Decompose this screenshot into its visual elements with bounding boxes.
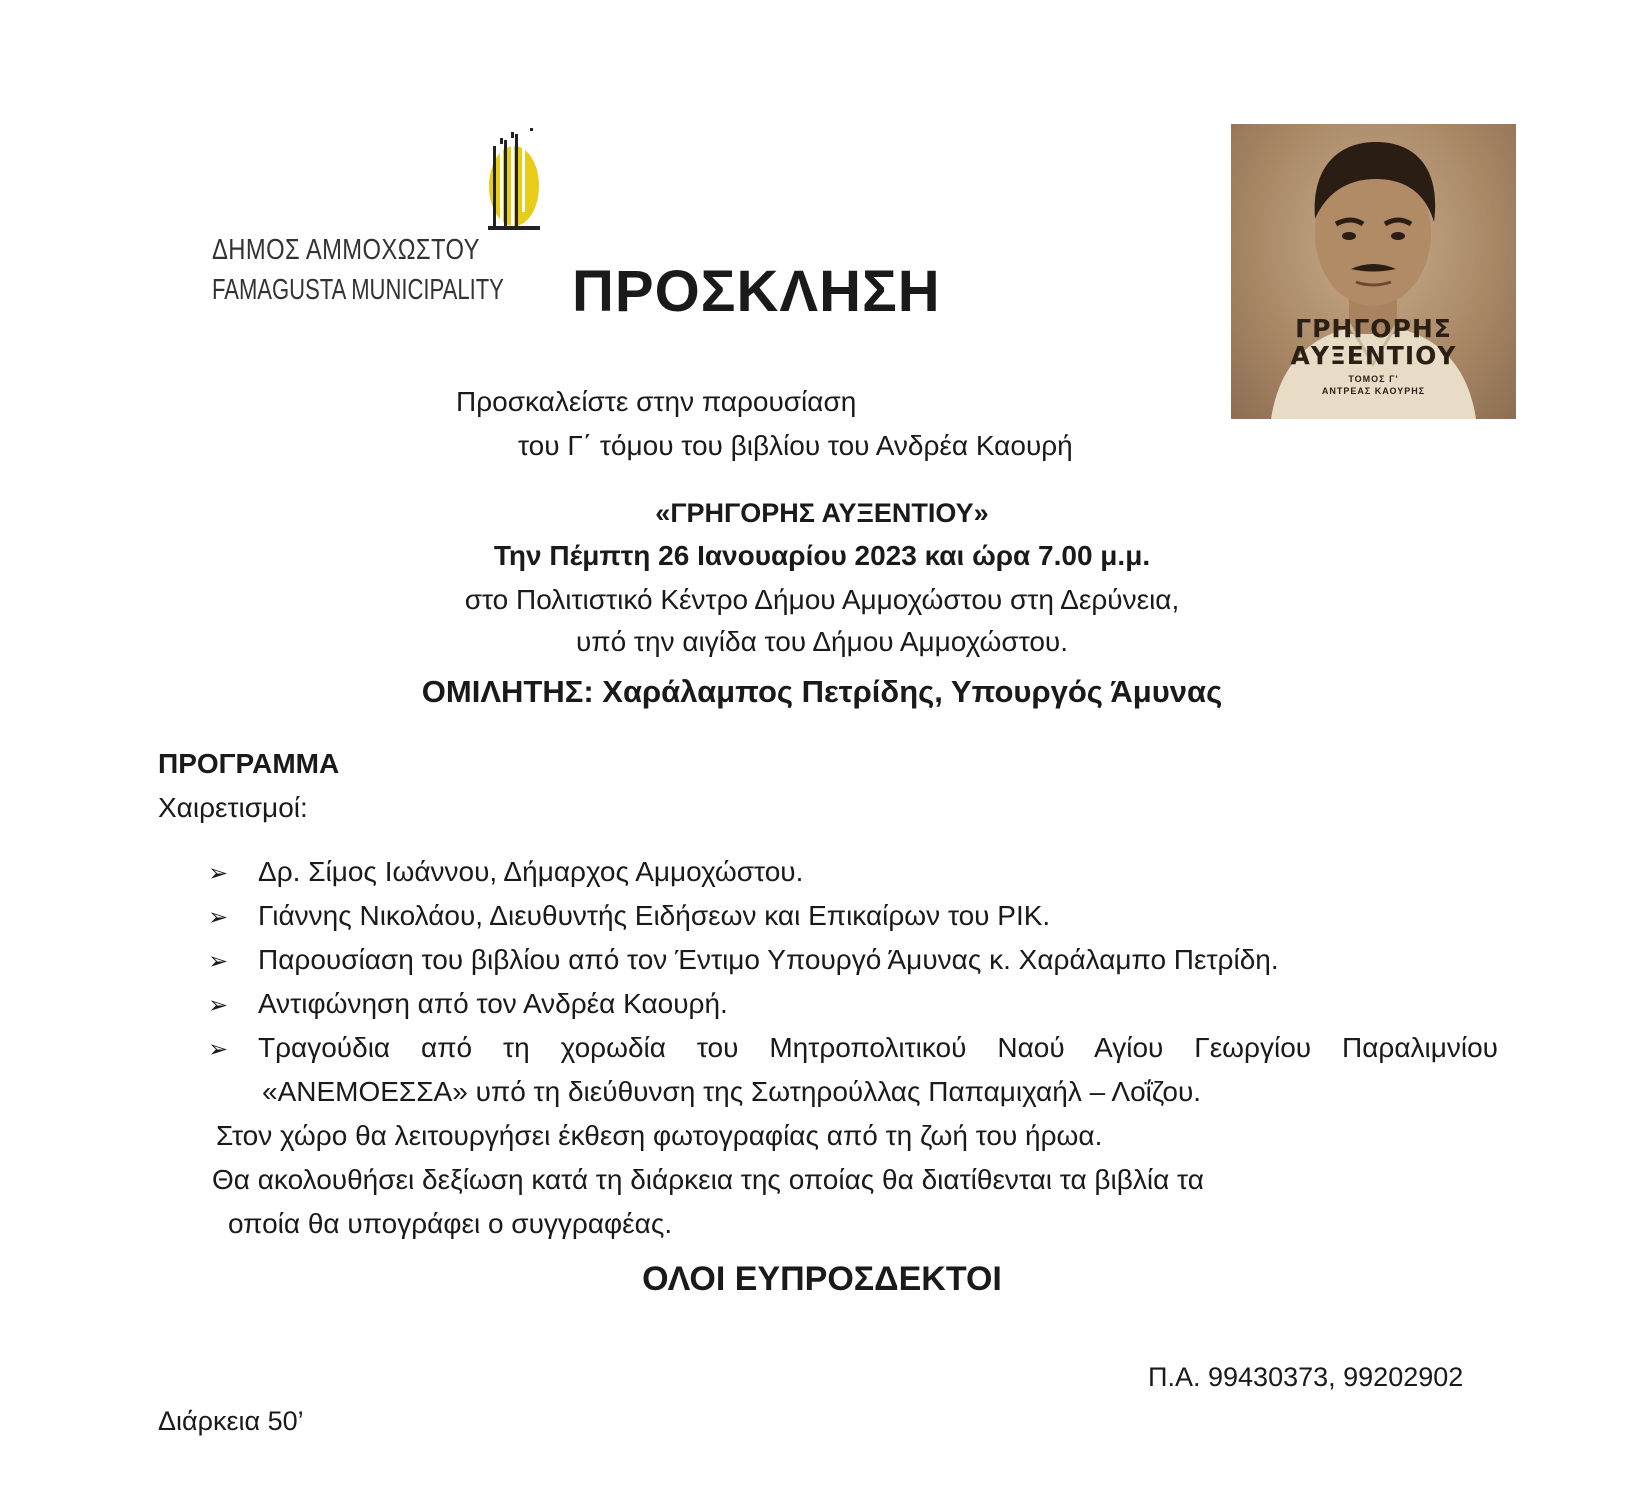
arrow-bullet-icon: ➢ xyxy=(208,860,229,887)
arrow-bullet-icon: ➢ xyxy=(208,992,229,1019)
intro-line-1: Προσκαλείστε στην παρουσίαση xyxy=(456,386,857,417)
event-auspices: υπό την αιγίδα του Δήμου Αμμοχώστου. xyxy=(575,626,1069,657)
welcome-message: ΟΛΟΙ ΕΥΠΡΟΣΔΕΚΤΟΙ xyxy=(642,1260,1002,1298)
book-title: «ΓΡΗΓΟΡΗΣ ΑΥΞΕΝΤΙΟΥ» xyxy=(655,498,989,528)
program-item-text: Γιάννης Νικολάου, Διευθυντής Ειδήσεων και Επικαίρων του ΡΙΚ. xyxy=(258,900,1051,931)
page-title: ΠΡΟΣΚΛΗΣΗ xyxy=(572,259,941,324)
contact-info: Π.Α. 99430373, 99202902 xyxy=(1148,1362,1464,1392)
reception-note-line-1: Θα ακολουθήσει δεξίωση κατά τη διάρκεια της οποίας θα διατίθενται τα βιβλία τα xyxy=(212,1164,1204,1195)
arrow-bullet-icon: ➢ xyxy=(208,1036,229,1063)
program-item-text: Αντιφώνηση από τον Ανδρέα Καουρή. xyxy=(258,988,728,1019)
program-item xyxy=(208,1032,258,1064)
cover-title-line1: ΓΡΗΓΟΡΗΣ xyxy=(1295,314,1452,343)
program-item xyxy=(208,900,1050,932)
greetings-label: Χαιρετισμοί: xyxy=(158,792,308,823)
program-item-text: Παρουσίαση του βιβλίου από τον Έντιμο Υπουργό Άμυνας κ. Χαράλαμπο Πετρίδη. xyxy=(258,944,1279,975)
logo-name-english: FAMAGUSTA MUNICIPALITY xyxy=(212,274,504,306)
program-item-5-line-1: Τραγούδια από τη χορωδία του Μητροπολιτικού Ναού Αγίου Γεωργίου Παραλιμνίου xyxy=(258,1032,1498,1063)
intro-line-2: του Γ΄ τόμου του βιβλίου του Ανδρέα Καουρή xyxy=(518,430,1073,461)
program-item xyxy=(208,856,803,888)
famagusta-logo-icon xyxy=(488,128,548,238)
duration-note: Διάρκεια 50’ xyxy=(158,1406,304,1436)
program-heading: ΠΡΟΓΡΑΜΜΑ xyxy=(158,748,340,779)
cover-title-line2: ΑΥΞΕΝΤΙΟΥ xyxy=(1290,341,1457,370)
program-item-5-line-2: «ΑΝΕΜΟΕΣΣΑ» υπό τη διεύθυνση της Σωτηρούλλας Παπαμιχαήλ – Λοΐζου. xyxy=(262,1076,1202,1107)
arrow-bullet-icon: ➢ xyxy=(208,948,229,975)
program-item xyxy=(208,988,728,1020)
cover-volume: ΤΟΜΟΣ Γ' xyxy=(1348,374,1399,384)
logo-name-greek: ΔΗΜΟΣ ΑΜΜΟΧΩΣΤΟΥ xyxy=(212,234,480,266)
event-venue: στο Πολιτιστικό Κέντρο Δήμου Αμμοχώστου στη Δερύνεια, xyxy=(464,584,1180,615)
event-speaker: ΟΜΙΛΗΤΗΣ: Χαράλαμπος Πετρίδης, Υπουργός Άμυνας xyxy=(421,674,1223,709)
arrow-bullet-icon: ➢ xyxy=(208,904,229,931)
exhibition-note: Στον χώρο θα λειτουργήσει έκθεση φωτογραφίας από τη ζωή του ήρωα. xyxy=(216,1120,1103,1151)
book-cover-image xyxy=(1231,124,1516,419)
event-datetime: Την Πέμπτη 26 Ιανουαρίου 2023 και ώρα 7.00 μ.μ. xyxy=(493,540,1151,571)
cover-author: ΑΝΤΡΕΑΣ ΚΑΟΥΡΗΣ xyxy=(1321,386,1426,396)
program-item-text: Δρ. Σίμος Ιωάννου, Δήμαρχος Αμμοχώστου. xyxy=(258,856,804,887)
program-item xyxy=(208,944,1279,976)
reception-note-line-2: οποία θα υπογράφει ο συγγραφέας. xyxy=(228,1208,673,1239)
